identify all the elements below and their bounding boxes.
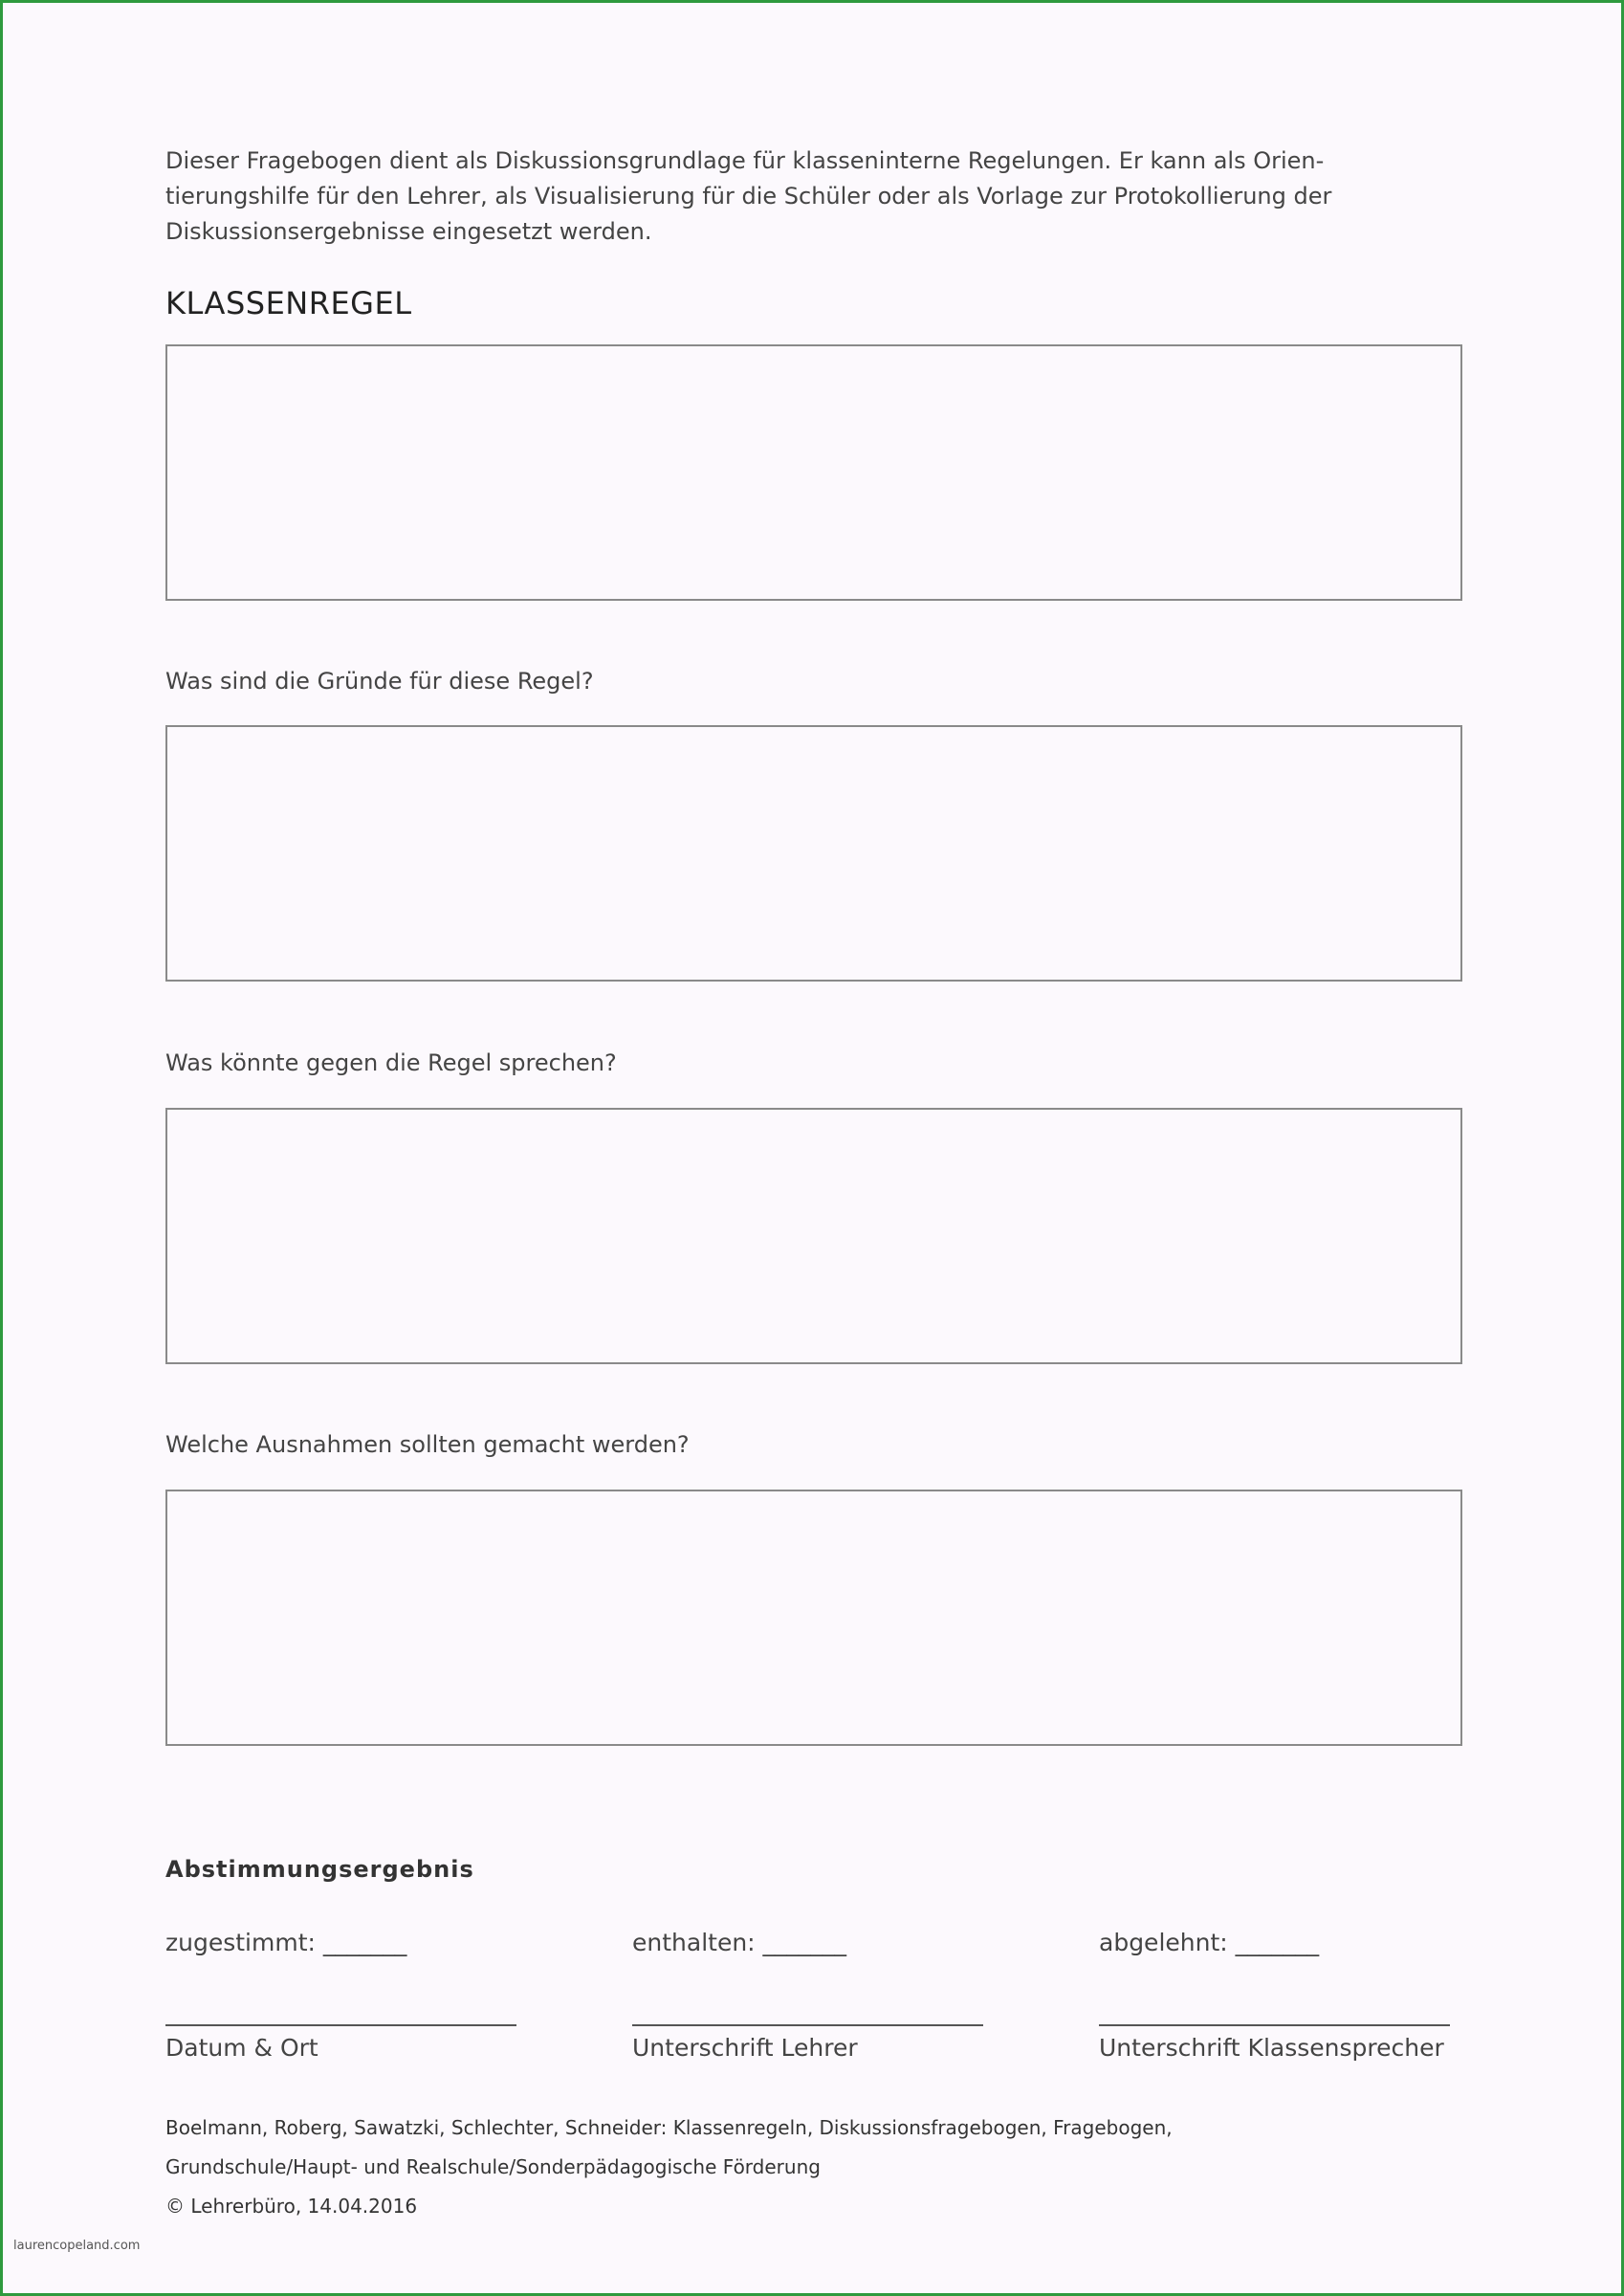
footer-categories: Grundschule/Haupt- und Realschule/Sonderpädagogische Förderung	[165, 2155, 821, 2178]
rule-heading: KLASSENREGEL	[165, 285, 412, 321]
vote-title: Abstimmungsergebnis	[165, 1856, 474, 1883]
teacher-signature-label: Unterschrift Lehrer	[632, 2034, 858, 2062]
reasons-answer-box[interactable]	[165, 725, 1462, 982]
date-place-line[interactable]	[165, 2024, 516, 2026]
intro-text: Dieser Fragebogen dient als Diskussionsgrundlage für klasseninterne Regelungen. Er kann als Orien- tierungshilfe für den Lehrer, als Visualisierung für die Schüler oder als Vorlage zur Protokollierung der Diskussionsergebnisse eingesetzt werden.	[165, 147, 1332, 245]
question-against: Was könnte gegen die Regel sprechen?	[165, 1049, 617, 1076]
rule-answer-box[interactable]	[165, 344, 1462, 601]
class-rep-signature-line[interactable]	[1099, 2024, 1450, 2026]
exceptions-answer-box[interactable]	[165, 1490, 1462, 1746]
footer	[165, 2108, 1504, 2226]
vote-abstained[interactable]: enthalten: _______	[632, 1929, 847, 1956]
watermark: laurencopeland.com	[13, 2239, 141, 2253]
question-reasons: Was sind die Gründe für diese Regel?	[165, 668, 594, 695]
footer-authors: Boelmann, Roberg, Sawatzki, Schlechter, Schneider: Klassenregeln, Diskussionsfragebogen, Fragebogen,	[165, 2116, 1173, 2139]
date-place-label: Datum & Ort	[165, 2034, 318, 2062]
vote-rejected[interactable]: abgelehnt: _______	[1099, 1929, 1320, 1956]
question-exceptions: Welche Ausnahmen sollten gemacht werden?	[165, 1431, 690, 1458]
vote-approved[interactable]: zugestimmt: _______	[165, 1929, 407, 1956]
teacher-signature-line[interactable]	[632, 2024, 983, 2026]
against-answer-box[interactable]	[165, 1108, 1462, 1364]
class-rep-signature-label: Unterschrift Klassensprecher	[1099, 2034, 1444, 2062]
footer-copyright: © Lehrerbüro, 14.04.2016	[165, 2195, 418, 2218]
